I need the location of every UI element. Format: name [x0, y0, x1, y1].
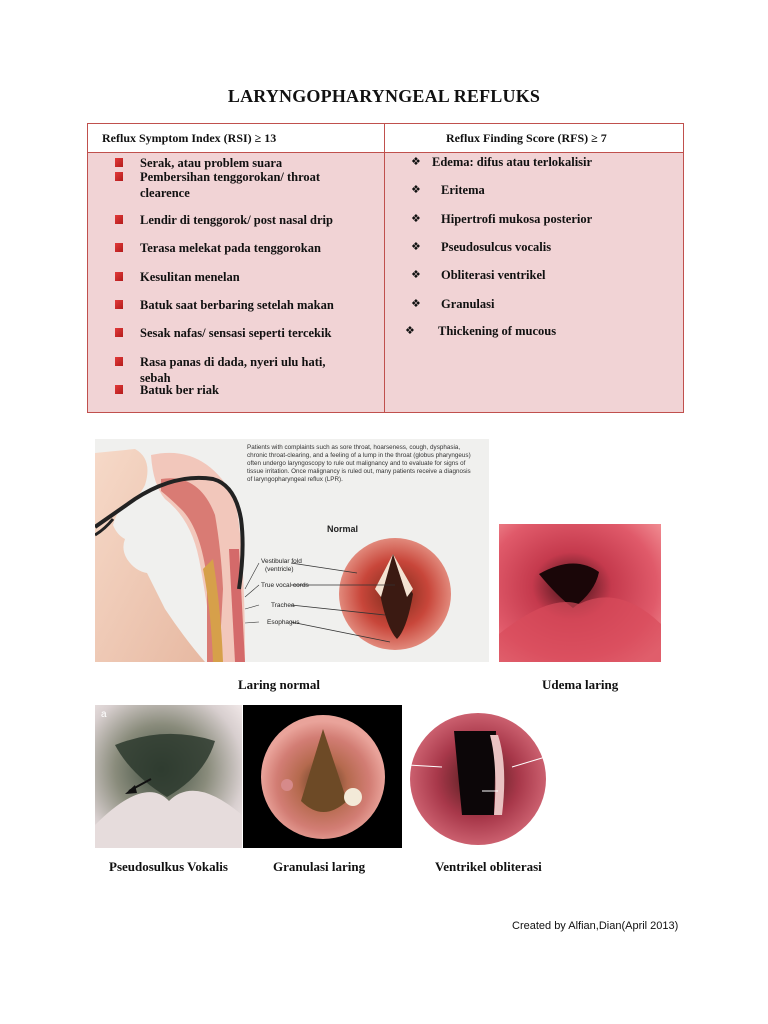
rsi-rfs-table	[87, 123, 684, 413]
svg-text:True vocal cords: True vocal cords	[261, 582, 309, 589]
page-title: LARYNGOPHARYNGEAL REFLUKS	[227, 86, 541, 106]
square-bullet-icon	[115, 172, 123, 181]
svg-text:often undergo laryngoscopy to: often undergo laryngoscopy to rule out malignancy and to evaluate for signs of	[247, 460, 466, 467]
square-bullet-icon	[115, 158, 123, 167]
ventrikel-photo	[402, 705, 554, 848]
square-bullet-icon	[115, 328, 123, 337]
diamond-bullet-icon: ❖	[411, 183, 421, 196]
square-bullet-icon	[115, 215, 123, 224]
normal-label: Normal	[327, 524, 359, 534]
square-bullet-icon	[115, 272, 123, 281]
svg-text:tissue irritation. Once malign: tissue irritation. Once malignancy is ruled out, many patients receive a diagnosis	[247, 468, 471, 475]
granulasi-photo	[243, 705, 402, 848]
symptom-item: Kesulitan menelan	[115, 269, 355, 285]
square-bullet-icon	[115, 357, 123, 366]
svg-text:Vestibular fold: Vestibular fold	[261, 558, 302, 565]
finding-item: ❖ Granulasi	[411, 297, 495, 311]
square-bullet-icon	[115, 385, 123, 394]
diamond-bullet-icon: ❖	[411, 268, 421, 281]
column-divider	[384, 124, 385, 412]
caption-pseudosulkus: Pseudosulkus Vokalis	[109, 859, 228, 874]
rfs-header: Reflux Finding Score (RFS) ≥ 7	[446, 131, 607, 145]
svg-text:Trachea: Trachea	[271, 602, 295, 609]
symptom-item: Terasa melekat pada tenggorokan	[115, 240, 355, 256]
panel-letter: a	[101, 709, 107, 720]
finding-item: ❖ Thickening of mucous	[405, 324, 557, 338]
finding-item: ❖ Obliterasi ventrikel	[411, 268, 546, 282]
finding-item: ❖ Hipertrofi mukosa posterior	[411, 212, 593, 226]
credit-line: Created by Alfian,Dian(April 2013)	[512, 920, 679, 932]
table-header	[88, 124, 683, 153]
caption-granulasi: Granulasi laring	[273, 859, 366, 874]
diamond-bullet-icon: ❖	[411, 240, 421, 253]
diamond-bullet-icon: ❖	[405, 324, 415, 337]
pseudosulkus-photo	[95, 705, 242, 848]
rsi-header: Reflux Symptom Index (RSI) ≥ 13	[102, 131, 277, 145]
symptom-item: Rasa panas di dada, nyeri ulu hati, sebah	[115, 354, 355, 386]
square-bullet-icon	[115, 300, 123, 309]
svg-text:chronic throat-clearing, and a: chronic throat-clearing, and a feeling of a lump in the throat (globus pharyngeus)	[247, 452, 471, 459]
udema-laring-photo	[499, 524, 661, 662]
diamond-bullet-icon: ❖	[411, 212, 421, 225]
diamond-bullet-icon: ❖	[411, 297, 421, 310]
diamond-bullet-icon: ❖	[411, 155, 421, 168]
svg-text:Esophagus: Esophagus	[267, 619, 300, 626]
symptom-item: Lendir di tenggorok/ post nasal drip	[115, 212, 355, 228]
caption-ventrikel: Ventrikel obliterasi	[435, 859, 542, 874]
symptom-item: Batuk ber riak	[115, 382, 355, 398]
svg-text:of laryngopharyngeal reflux (L: of laryngopharyngeal reflux (LPR).	[247, 476, 343, 483]
square-bullet-icon	[115, 243, 123, 252]
symptom-item: Batuk saat berbaring setelah makan	[115, 297, 355, 313]
symptom-item: Sesak nafas/ sensasi seperti tercekik	[115, 325, 355, 341]
caption-udema-laring: Udema laring	[542, 677, 619, 692]
anatomy-illustration	[95, 439, 489, 662]
finding-item: ❖ Edema: difus atau terlokalisir	[411, 155, 593, 169]
symptom-item: Serak, atau problem suara	[115, 155, 355, 171]
larynx-anatomy-figure	[95, 439, 489, 662]
caption-laring-normal: Laring normal	[238, 677, 320, 692]
finding-item: ❖ Pseudosulcus vocalis	[411, 240, 552, 254]
svg-text:(ventricle): (ventricle)	[265, 566, 294, 573]
svg-text:Patients with complaints such: Patients with complaints such as sore throat, hoarseness, cough, dysphasia,	[247, 444, 461, 451]
symptom-item: Pembersihan tenggorokan/ throat clearence	[115, 169, 355, 201]
finding-item: ❖ Eritema	[411, 183, 485, 197]
